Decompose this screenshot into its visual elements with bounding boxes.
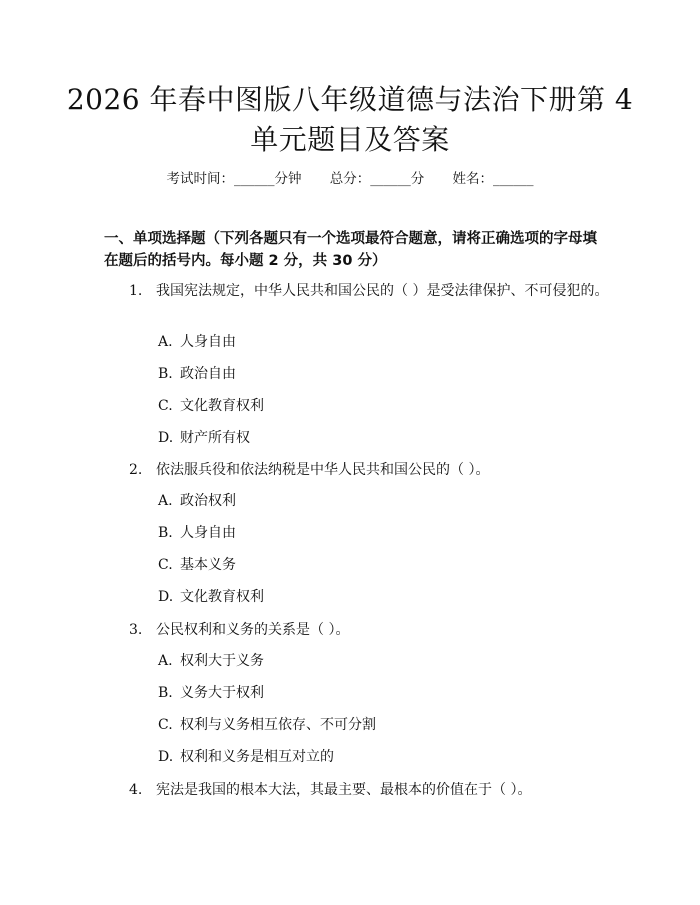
option-2a bbox=[158, 491, 236, 511]
question-number: 4. bbox=[129, 782, 143, 798]
option-3a bbox=[158, 651, 264, 671]
option-3d bbox=[158, 747, 334, 767]
question-text: 我国宪法规定，中华人民共和国公民的（ ）是受法律保护、不可侵犯的。 bbox=[156, 283, 609, 299]
option-text: 权利和义务是相互对立的 bbox=[180, 749, 334, 765]
question-4 bbox=[104, 778, 609, 802]
option-text: 人身自由 bbox=[180, 334, 236, 350]
option-2d bbox=[158, 587, 264, 607]
option-letter: C. bbox=[158, 557, 173, 573]
option-text: 财产所有权 bbox=[180, 430, 250, 446]
option-1c bbox=[158, 396, 264, 416]
title-line-1: 2026 年春中图版八年级道德与法治下册第 4 bbox=[66, 83, 634, 116]
option-letter: A. bbox=[158, 493, 173, 509]
question-text: 宪法是我国的根本大法，其最主要、最根本的价值在于（ ）。 bbox=[156, 782, 532, 798]
question-2 bbox=[104, 458, 609, 482]
option-1d bbox=[158, 428, 250, 448]
option-text: 权利与义务相互依存、不可分割 bbox=[180, 717, 376, 733]
option-letter: A. bbox=[158, 334, 173, 350]
option-letter: D. bbox=[158, 749, 174, 765]
option-letter: B. bbox=[158, 366, 173, 382]
option-1b bbox=[158, 364, 236, 384]
option-text: 文化教育权利 bbox=[180, 398, 264, 414]
question-text: 公民权利和义务的关系是（ ）。 bbox=[156, 622, 350, 638]
option-text: 文化教育权利 bbox=[180, 589, 264, 605]
option-text: 权利大于义务 bbox=[180, 653, 264, 669]
option-text: 政治权利 bbox=[180, 493, 236, 509]
option-3c bbox=[158, 715, 376, 735]
option-letter: A. bbox=[158, 653, 173, 669]
document-title bbox=[60, 80, 640, 160]
option-letter: B. bbox=[158, 685, 173, 701]
option-1a bbox=[158, 332, 236, 352]
option-letter: D. bbox=[158, 430, 174, 446]
option-letter: D. bbox=[158, 589, 174, 605]
question-number: 2. bbox=[129, 462, 143, 478]
option-text: 政治自由 bbox=[180, 366, 236, 382]
option-letter: C. bbox=[158, 398, 173, 414]
option-2b bbox=[158, 523, 236, 543]
option-text: 基本义务 bbox=[180, 557, 236, 573]
question-text: 依法服兵役和依法纳税是中华人民共和国公民的（ ）。 bbox=[156, 462, 490, 478]
option-letter: B. bbox=[158, 525, 173, 541]
section-heading: 一、单项选择题（下列各题只有一个选项最符合题意，请将正确选项的字母填在题后的括号内。每小题 2 分，共 30 分） bbox=[104, 231, 597, 269]
exam-time: 考试时间：______分钟 bbox=[166, 171, 302, 187]
question-number: 1. bbox=[129, 283, 143, 299]
question-3 bbox=[104, 618, 609, 642]
question-number: 3. bbox=[129, 622, 143, 638]
student-name: 姓名：______ bbox=[452, 171, 534, 187]
total-score: 总分：______分 bbox=[329, 171, 425, 187]
option-text: 义务大于权利 bbox=[180, 685, 264, 701]
option-3b bbox=[158, 683, 264, 703]
question-1 bbox=[104, 279, 609, 303]
option-text: 人身自由 bbox=[180, 525, 236, 541]
title-line-2: 单元题目及答案 bbox=[250, 123, 450, 156]
option-letter: C. bbox=[158, 717, 173, 733]
exam-info-line bbox=[0, 169, 700, 189]
option-2c bbox=[158, 555, 236, 575]
